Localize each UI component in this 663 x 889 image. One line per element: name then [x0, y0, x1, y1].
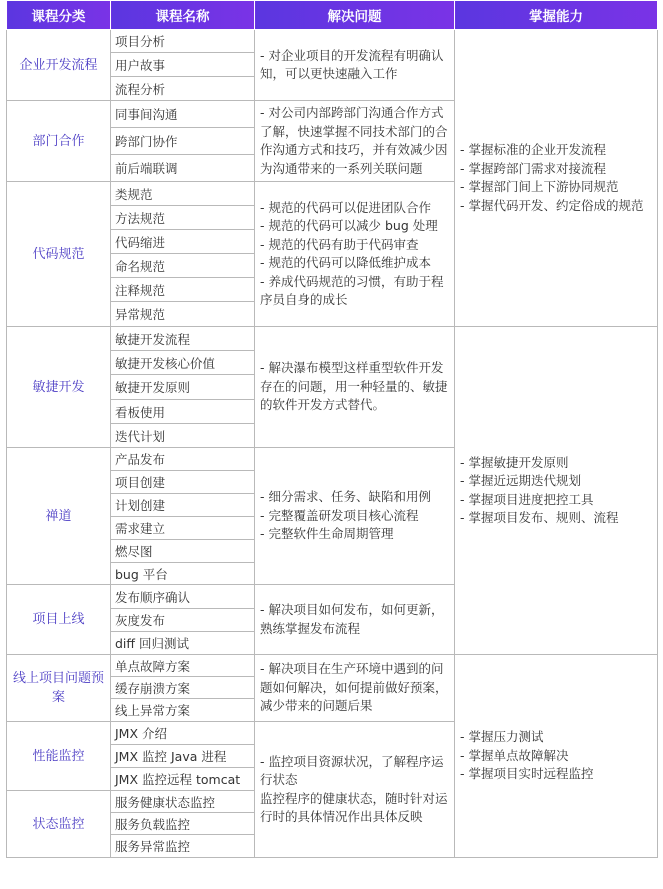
course-name-cell: 服务异常监控 [111, 835, 255, 858]
table-row [7, 655, 658, 677]
category-cell: 禅道 [7, 448, 111, 585]
category-cell: 部门合作 [7, 101, 111, 182]
text-line: - 规范的代码可以减少 bug 处理 [260, 218, 438, 233]
course-name-cell: JMX 监控远程 tomcat [111, 768, 255, 791]
category-cell: 敏捷开发 [7, 327, 111, 448]
text-line: - 掌握近远期迭代规划 [460, 473, 581, 488]
course-name-cell: 看板使用 [111, 400, 255, 424]
course-name-cell: 项目创建 [111, 471, 255, 494]
text-line: - 完整覆盖研发项目核心流程 [260, 507, 419, 523]
course-name-cell: 项目分析 [111, 30, 255, 53]
course-name-cell: 跨部门协作 [111, 128, 255, 155]
text-line: - 解决瀑布模型这样重型软件开发存在的问题，用一种轻量的、敏捷的软件开发方式替代。 [260, 360, 448, 413]
course-name-cell: 燃尽图 [111, 540, 255, 563]
course-name-cell: 前后端联调 [111, 155, 255, 182]
text-line: - 掌握代码开发、约定俗成的规范 [460, 197, 644, 213]
ability-cell [455, 30, 658, 327]
curriculum-table [6, 0, 658, 858]
course-name-cell: 服务负载监控 [111, 813, 255, 835]
category-cell: 线上项目问题预案 [7, 655, 111, 722]
category-cell: 性能监控 [7, 722, 111, 791]
text-line: - 规范的代码可以降低维护成本 [260, 255, 431, 270]
text-line: - 养成代码规范的习惯，有助于程序员自身的成长 [260, 273, 444, 307]
course-name-cell: bug 平台 [111, 563, 255, 585]
course-name-cell: JMX 监控 Java 进程 [111, 745, 255, 768]
problem-cell [255, 722, 455, 858]
problem-cell [255, 655, 455, 722]
course-name-cell: 缓存崩溃方案 [111, 677, 255, 699]
course-name-cell: 迭代计划 [111, 424, 255, 448]
course-name-cell: diff 回归测试 [111, 632, 255, 655]
course-name-cell: JMX 介绍 [111, 722, 255, 745]
course-name-cell: 同事间沟通 [111, 101, 255, 128]
category-cell: 企业开发流程 [7, 30, 111, 101]
problem-cell [255, 101, 455, 182]
course-name-cell: 类规范 [111, 182, 255, 206]
course-name-cell: 线上异常方案 [111, 699, 255, 722]
text-line: - 掌握部门间上下游协同规范 [460, 179, 619, 194]
course-name-cell: 产品发布 [111, 448, 255, 471]
problem-cell [255, 448, 455, 585]
header-row [7, 1, 658, 30]
text-line: - 掌握跨部门需求对接流程 [460, 160, 606, 176]
course-name-cell: 敏捷开发流程 [111, 327, 255, 351]
course-name-cell: 命名规范 [111, 254, 255, 278]
text-line: - 掌握项目发布、规则、流程 [460, 510, 619, 525]
course-name-cell: 服务健康状态监控 [111, 791, 255, 813]
text-line: - 解决项目如何发布，如何更新，熟练掌握发布流程 [260, 602, 444, 636]
course-name-cell: 代码缩进 [111, 230, 255, 254]
header-ability: 掌握能力 [455, 1, 658, 30]
ability-cell [455, 655, 658, 858]
problem-cell [255, 30, 455, 101]
course-name-cell: 需求建立 [111, 517, 255, 540]
header-course: 课程名称 [111, 1, 255, 30]
course-name-cell: 流程分析 [111, 77, 255, 101]
course-name-cell: 敏捷开发原则 [111, 375, 255, 400]
problem-cell [255, 327, 455, 448]
text-line: - 监控项目资源状况，了解程序运行状态 [260, 753, 444, 787]
text-line: - 规范的代码有助于代码审查 [260, 236, 419, 252]
text-line: - 细分需求、任务、缺陷和用例 [260, 489, 431, 505]
course-name-cell: 异常规范 [111, 302, 255, 327]
text-line: - 掌握单点故障解决 [460, 747, 569, 763]
header-category: 课程分类 [7, 1, 111, 30]
table-body [7, 30, 658, 858]
text-line: - 对企业项目的开发流程有明确认知，可以更快速融入工作 [260, 47, 444, 81]
ability-cell [455, 327, 658, 655]
text-line: - 掌握项目进度把控工具 [460, 491, 594, 507]
problem-cell [255, 585, 455, 655]
course-name-cell: 方法规范 [111, 206, 255, 230]
category-cell: 代码规范 [7, 182, 111, 327]
table-row [7, 30, 658, 53]
course-name-cell: 计划创建 [111, 494, 255, 517]
text-line: - 掌握敏捷开发原则 [460, 454, 569, 470]
course-name-cell: 灰度发布 [111, 609, 255, 632]
text-line: - 掌握项目实时远程监控 [460, 766, 594, 782]
text-line: - 掌握压力测试 [460, 729, 544, 745]
text-line: 监控程序的健康状态，随时针对运行时的具体情况作出具体反映 [260, 790, 448, 824]
course-name-cell: 单点故障方案 [111, 655, 255, 677]
text-line: - 规范的代码可以促进团队合作 [260, 199, 431, 215]
course-name-cell: 用户故事 [111, 53, 255, 77]
category-cell: 项目上线 [7, 585, 111, 655]
header-problem: 解决问题 [255, 1, 455, 30]
course-name-cell: 敏捷开发核心价值 [111, 351, 255, 375]
course-name-cell: 注释规范 [111, 278, 255, 302]
problem-cell [255, 182, 455, 327]
table-row [7, 327, 658, 351]
course-name-cell: 发布顺序确认 [111, 585, 255, 609]
text-line: - 掌握标准的企业开发流程 [460, 142, 606, 157]
text-line: - 对公司内部跨部门沟通合作方式了解，快速掌握不同技术部门的合作沟通方式和技巧，并有效减少因为沟通带来的一系列关联问题 [260, 105, 448, 176]
text-line: - 完整软件生命周期管理 [260, 526, 394, 542]
category-cell: 状态监控 [7, 791, 111, 858]
text-line: - 解决项目在生产环境中遇到的问题如何解决，如何提前做好预案，减少带来的问题后果 [260, 661, 448, 714]
